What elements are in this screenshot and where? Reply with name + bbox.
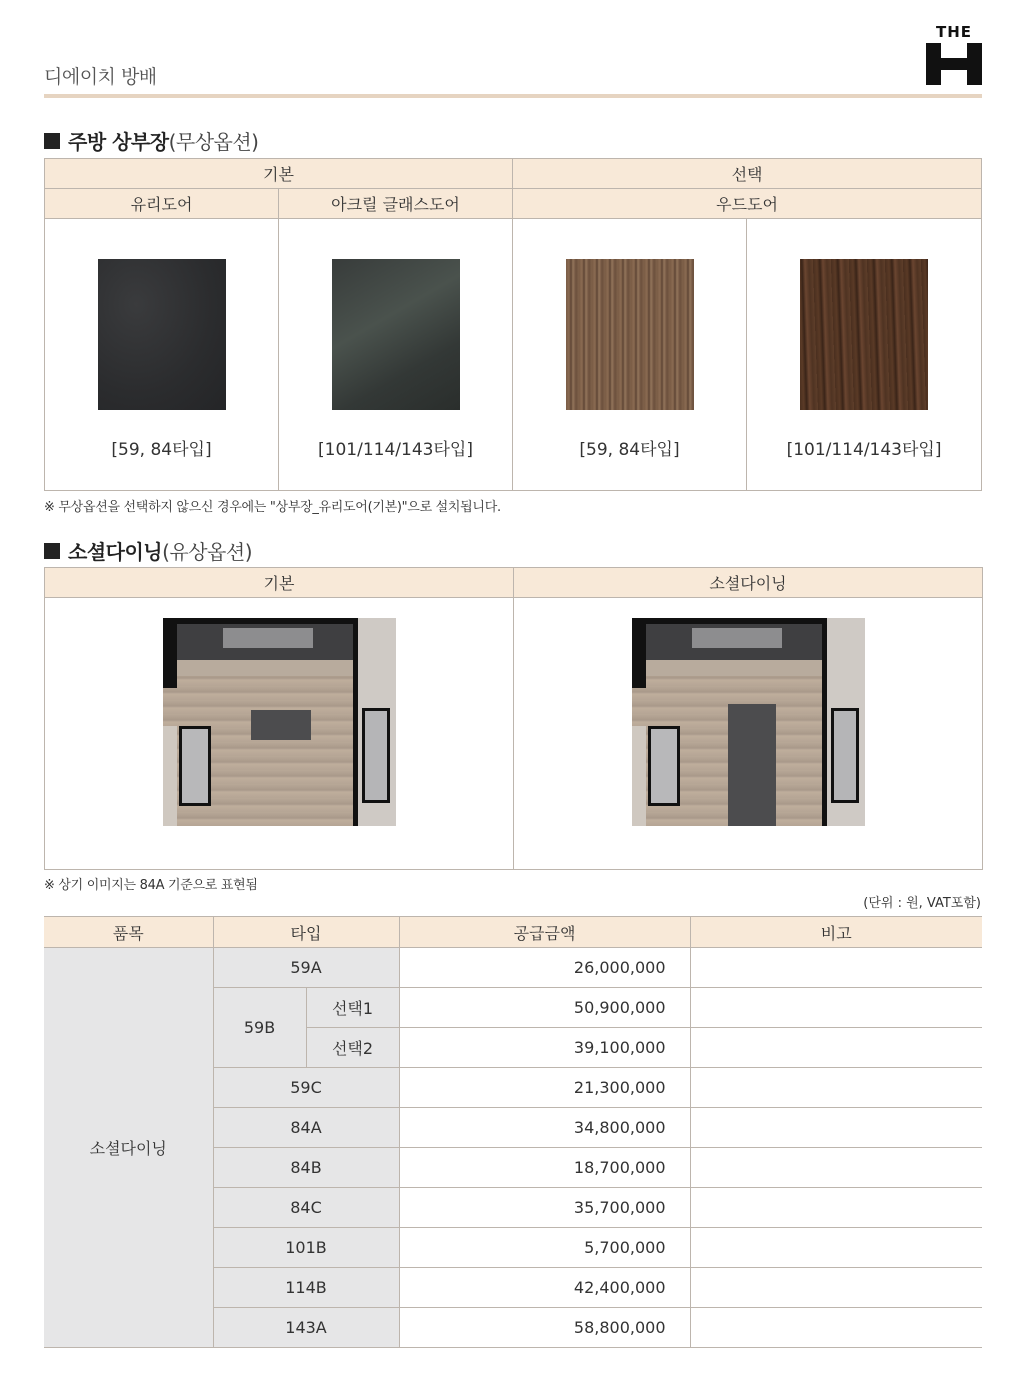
type-cell: 101B <box>213 1228 399 1268</box>
remark-cell <box>690 1188 982 1228</box>
swatch-cell-wood-dark <box>747 219 982 491</box>
social-note: ※ 상기 이미지는 84A 기준으로 표현됨 <box>44 878 258 893</box>
swatch-label: [101/114/143타입] <box>786 440 942 460</box>
price-cell: 5,700,000 <box>399 1228 690 1268</box>
logo-text: THE <box>935 23 973 41</box>
wood-door-swatch-light <box>566 259 694 410</box>
kitchen-title-bold: 주방 상부장 <box>68 130 169 154</box>
price-item-name: 소셜다이닝 <box>44 948 213 1348</box>
wood-door-swatch-dark <box>800 259 928 410</box>
the-h-logo <box>924 24 984 86</box>
kitchen-col-acryl: 아크릴 글래스도어 <box>279 189 513 219</box>
kitchen-options-table <box>44 158 982 491</box>
price-header-remark: 비고 <box>690 917 982 948</box>
remark-cell <box>690 1268 982 1308</box>
type-cell: 84C <box>213 1188 399 1228</box>
social-dining-table <box>44 567 983 870</box>
square-bullet-icon <box>44 133 60 149</box>
price-header-item: 품목 <box>44 917 213 948</box>
type-cell: 59B <box>213 988 306 1068</box>
price-cell: 42,400,000 <box>399 1268 690 1308</box>
floorplan-cell-basic <box>45 598 514 870</box>
swatch-label: [59, 84타입] <box>579 440 680 460</box>
price-cell: 35,700,000 <box>399 1188 690 1228</box>
social-title-light: (유상옵션) <box>162 540 252 564</box>
logo-h-mark <box>926 43 982 85</box>
remark-cell <box>690 988 982 1028</box>
price-cell: 18,700,000 <box>399 1148 690 1188</box>
price-cell: 50,900,000 <box>399 988 690 1028</box>
swatch-cell-acryl <box>279 219 513 491</box>
subtype-cell: 선택2 <box>306 1028 399 1068</box>
type-cell: 143A <box>213 1308 399 1348</box>
social-col-social: 소셜다이닝 <box>514 568 983 598</box>
page-header-title: 디에이치 방배 <box>44 66 157 88</box>
subtype-cell: 선택1 <box>306 988 399 1028</box>
remark-cell <box>690 948 982 988</box>
square-bullet-icon <box>44 543 60 559</box>
type-cell: 84A <box>213 1108 399 1148</box>
table-row <box>44 948 982 988</box>
remark-cell <box>690 1108 982 1148</box>
kitchen-group-basic: 기본 <box>45 159 513 189</box>
social-col-basic: 기본 <box>45 568 514 598</box>
remark-cell <box>690 1148 982 1188</box>
remark-cell <box>690 1028 982 1068</box>
price-header-price: 공급금액 <box>399 917 690 948</box>
type-cell: 59A <box>213 948 399 988</box>
price-cell: 39,100,000 <box>399 1028 690 1068</box>
social-title-bold: 소셜다이닝 <box>68 540 163 564</box>
remark-cell <box>690 1068 982 1108</box>
price-cell: 58,800,000 <box>399 1308 690 1348</box>
remark-cell <box>690 1308 982 1348</box>
unit-note: (단위 : 원, VAT포함) <box>863 896 981 911</box>
kitchen-col-wood: 우드도어 <box>513 189 982 219</box>
price-cell: 21,300,000 <box>399 1068 690 1108</box>
acryl-glass-door-swatch <box>332 259 460 410</box>
type-cell: 84B <box>213 1148 399 1188</box>
floorplan-cell-social <box>514 598 983 870</box>
kitchen-group-select: 선택 <box>513 159 982 189</box>
floorplan-basic-image <box>163 618 396 826</box>
price-cell: 34,800,000 <box>399 1108 690 1148</box>
kitchen-island-large <box>728 704 776 826</box>
type-cell: 114B <box>213 1268 399 1308</box>
swatch-label: [59, 84타입] <box>111 440 212 460</box>
swatch-cell-wood-light <box>513 219 747 491</box>
type-cell: 59C <box>213 1068 399 1108</box>
kitchen-island-small <box>251 710 311 740</box>
kitchen-section-title <box>44 126 258 155</box>
floorplan-social-image <box>632 618 865 826</box>
social-section-title <box>44 536 252 565</box>
swatch-cell-glass <box>45 219 279 491</box>
price-header-type: 타입 <box>213 917 399 948</box>
swatch-label: [101/114/143타입] <box>318 440 473 460</box>
kitchen-col-glass: 유리도어 <box>45 189 279 219</box>
kitchen-title-light: (무상옵션) <box>168 130 259 154</box>
glass-door-swatch <box>98 259 226 410</box>
price-table <box>44 916 982 1348</box>
header-divider <box>44 94 982 98</box>
price-cell: 26,000,000 <box>399 948 690 988</box>
remark-cell <box>690 1228 982 1268</box>
kitchen-note: ※ 무상옵션을 선택하지 않으신 경우에는 "상부장_유리도어(기본)"으로 설치됩니다. <box>44 500 501 515</box>
